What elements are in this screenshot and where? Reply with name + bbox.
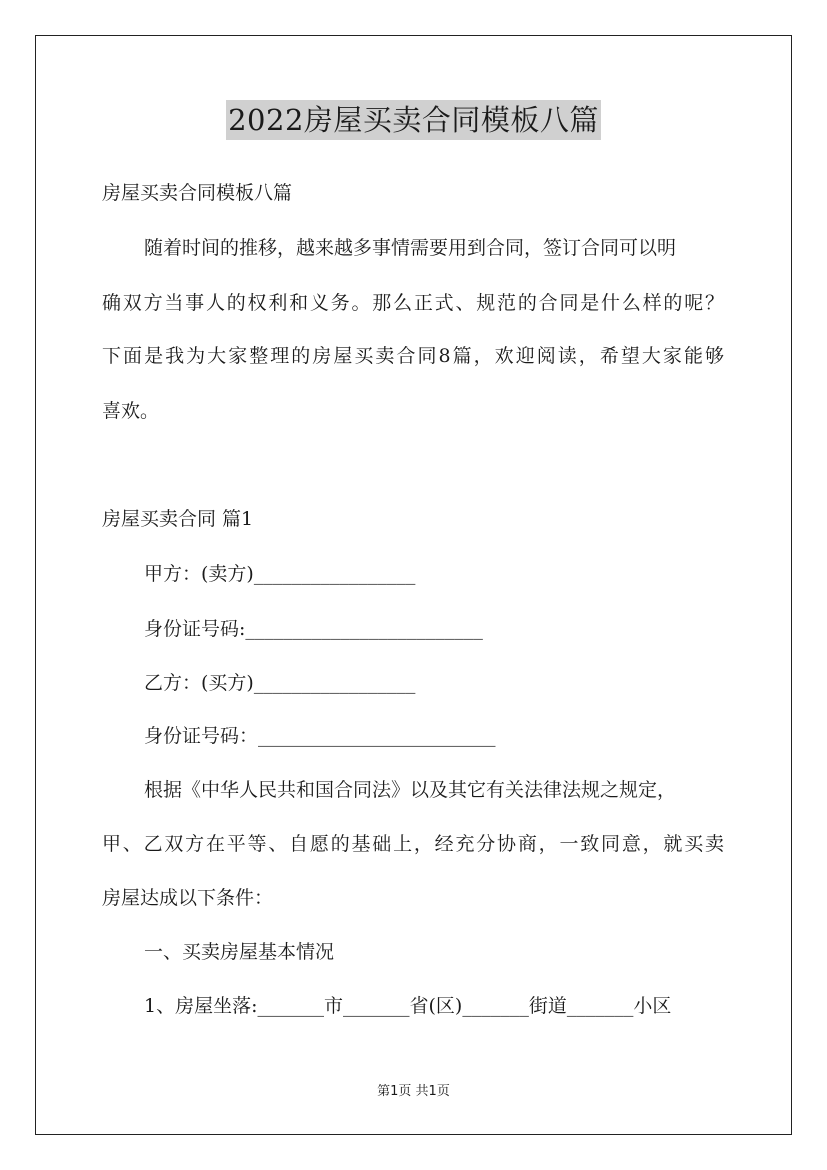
- intro-line-4: 喜欢。: [102, 400, 160, 422]
- party-a-id: 身份证号码:_________________________: [144, 618, 483, 640]
- intro-line-2: 确双方当事人的权利和义务。那么正式、规范的合同是什么样的呢？: [102, 292, 724, 314]
- house-location-line: 1、房屋坐落:_______市_______省(区)_______街道_______小区: [144, 995, 672, 1017]
- section-heading: 房屋买卖合同 篇1: [102, 508, 254, 530]
- clause-line-2: 甲、乙双方在平等、自愿的基础上，经充分协商，一致同意，就买卖: [102, 833, 724, 855]
- clause-line-1: 根据《中华人民共和国合同法》以及其它有关法律法规之规定，: [144, 779, 677, 801]
- intro-line-1: 随着时间的推移，越来越多事情需要用到合同，签订合同可以明: [144, 237, 677, 259]
- party-b-id: 身份证号码：_________________________: [144, 725, 496, 747]
- party-b-buyer: 乙方：(买方)_________________: [144, 672, 416, 694]
- clause-line-3: 房屋达成以下条件：: [102, 887, 274, 909]
- article-heading: 一、买卖房屋基本情况: [144, 941, 335, 963]
- title-container: [0, 100, 827, 140]
- party-a-seller: 甲方：(卖方)_________________: [144, 563, 416, 585]
- document-title: 2022房屋买卖合同模板八篇: [226, 100, 601, 140]
- page-footer: 第1页 共1页: [377, 1084, 450, 1099]
- subtitle-line: 房屋买卖合同模板八篇: [102, 182, 293, 204]
- intro-line-3: 下面是我为大家整理的房屋买卖合同8篇，欢迎阅读，希望大家能够: [102, 345, 724, 367]
